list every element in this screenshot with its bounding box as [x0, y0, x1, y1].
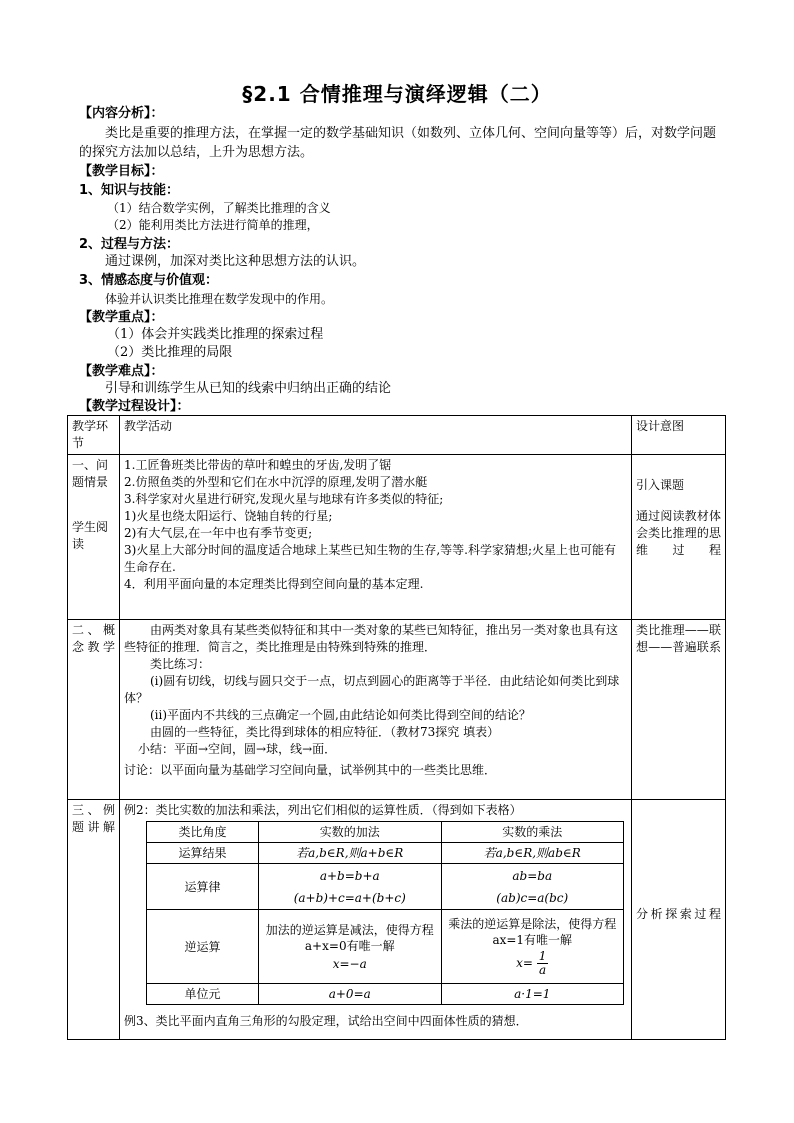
row1-stage-2: 学生阅读 — [72, 520, 109, 551]
row1-line-7: 4．利用平面向量的本定理类比得到空间向量的基本定理. — [124, 577, 424, 591]
row2-stage: 二、概念教学 — [72, 623, 115, 654]
row3-stage: 三、例题讲解 — [72, 803, 115, 834]
table-row — [68, 800, 726, 1040]
row1-intent-cell — [632, 455, 726, 620]
law-addition-1: a+b=b+a — [319, 868, 380, 883]
law-multiplication-2: (ab)c=a(bc) — [496, 890, 569, 905]
fraction-numerator: 1 — [538, 949, 547, 963]
row2-activity-cell — [120, 620, 632, 800]
header-intent: 设计意图 — [632, 416, 726, 455]
inverse-addition-cell — [259, 910, 442, 984]
attitude-text: 体验并认识类比推理在数学发现中的作用。 — [105, 292, 334, 306]
fraction-denominator: a — [538, 963, 547, 977]
law-addition-2: (a+b)+c=a+(b+c) — [293, 890, 406, 905]
row1-line-5: 2)有大气层,在一年中也有季节变更; — [124, 526, 313, 540]
row1-stage: 一、问题情景 — [72, 458, 109, 489]
key-points-heading: 【教学重点】： — [79, 310, 164, 325]
analogy-table — [146, 821, 624, 1005]
table-header-row — [68, 416, 726, 455]
analogy-header-addition: 实数的加法 — [259, 822, 442, 843]
unit-addition: a+0=a — [259, 984, 442, 1005]
row3-example-3: 例3、类比平面内直角三角形的勾股定理，试给出空间中四面体性质的猜想． — [124, 1014, 528, 1028]
row3-intent-cell — [632, 800, 726, 1040]
result-label: 运算结果 — [147, 843, 259, 864]
page-title: §2.1 合情推理与演绎逻辑（二） — [242, 82, 552, 106]
row2-intent-cell — [632, 620, 726, 800]
process-method-text: 通过课例，加深对类比这种思想方法的认识。 — [105, 254, 366, 269]
row1-stage-cell — [68, 455, 120, 620]
table-row — [147, 984, 624, 1005]
goals-heading: 【教学目标】： — [79, 164, 164, 179]
row3-stage-cell — [68, 800, 120, 1040]
law-multiplication-cell — [441, 864, 624, 910]
inverse-addition-text: 加法的逆运算是减法，使得方程a+x=0有唯一解 — [265, 922, 434, 953]
header-activity: 教学活动 — [120, 416, 632, 455]
row1-intent-2: 通过阅读教材体会类比推理的思维过程 — [636, 509, 721, 557]
law-multiplication-1: ab=ba — [512, 868, 553, 883]
row2-definition: 由两类对象具有某些类似特征和其中一类对象的某些已知特征，推出另一类对象也具有这些特征的推理．简言之，类比推理是由特殊到特殊的推理． — [124, 623, 619, 654]
row1-line-2: 2.仿照鱼类的外型和它们在水中沉浮的原理,发明了潜水艇 — [124, 475, 428, 489]
row1-intent-1: 引入课题 — [636, 478, 685, 492]
row2-exercise-1: (i)圆有切线，切线与圆只交于一点，切点到圆心的距离等于半径．由此结论如何类比到球体？ — [124, 674, 620, 705]
row2-exercise-3: 由圆的一些特征，类比得到球体的相应特征．（教材73探究 填表） — [150, 725, 500, 739]
knowledge-item-1: （1）结合数学实例，了解类比推理的含义 — [107, 201, 331, 215]
row3-activity-cell — [120, 800, 632, 1040]
row1-line-1: 1.工匠鲁班类比带齿的草叶和蝗虫的牙齿,发明了锯 — [124, 458, 392, 472]
key-point-2: （2）类比推理的局限 — [107, 345, 233, 360]
content-analysis-heading: 【内容分析】： — [79, 106, 164, 121]
process-method-heading: 2、过程与方法： — [79, 237, 180, 252]
row1-line-4: 1)火星也绕太阳运行、饶轴自转的行星; — [124, 509, 333, 523]
row2-summary: 小结：平面→空间，圆→球，线→面． — [138, 742, 337, 756]
process-design-heading: 【教学过程设计】： — [79, 399, 190, 414]
inverse-label: 逆运算 — [147, 910, 259, 984]
result-multiplication: 若a,b∈R,则ab∈R — [441, 843, 624, 864]
table-row — [68, 620, 726, 800]
table-row — [68, 455, 726, 620]
difficulties-heading: 【教学难点】： — [79, 364, 164, 379]
attitude-heading: 3、情感态度与价值观： — [79, 273, 219, 288]
law-addition-cell — [259, 864, 442, 910]
table-row — [147, 864, 624, 910]
inverse-multiplication-solution — [446, 950, 620, 977]
inverse-multiplication-cell — [441, 910, 624, 984]
row1-line-6: 3)火星上大部分时间的温度适合地球上某些已知生物的生存,等等.科学家猜想;火星上也可能有生命存在. — [124, 543, 616, 574]
analogy-header-row — [147, 822, 624, 843]
result-addition: 若a,b∈R,则a+b∈R — [259, 843, 442, 864]
knowledge-item-2: （2）能利用类比方法进行简单的推理， — [107, 218, 319, 232]
row2-exercise-heading: 类比练习： — [150, 657, 211, 671]
inverse-multiplication-lhs: x= — [516, 956, 533, 970]
row1-activity-cell — [120, 455, 632, 620]
row2-intent: 类比推理——联想——普遍联系 — [636, 623, 721, 654]
lesson-table — [67, 415, 726, 1040]
unit-multiplication: a·1=1 — [441, 984, 624, 1005]
inverse-multiplication-text: 乘法的逆运算是除法，使得方程ax=1有唯一解 — [448, 917, 617, 947]
row3-example-2: 例2：类比实数的加法和乘法，列出它们相似的运算性质．（得到如下表格） — [124, 803, 522, 817]
key-point-1: （1）体会并实践类比推理的探索过程 — [107, 327, 324, 342]
content-analysis-text: 类比是重要的推理方法，在掌握一定的数学基础知识（如数列、立体几何、空间向量等等）后，对数学问题的探究方法加以总结，上升为思想方法。 — [79, 126, 717, 160]
header-stage: 教学环节 — [68, 416, 120, 455]
analogy-header-aspect: 类比角度 — [147, 822, 259, 843]
fraction-one-over-a — [537, 950, 549, 977]
table-row — [147, 843, 624, 864]
unit-label: 单位元 — [147, 984, 259, 1005]
row2-exercise-2: (ii)平面内不共线的三点确定一个圆,由此结论如何类比得到空间的结论？ — [150, 708, 531, 722]
knowledge-heading: 1、知识与技能： — [79, 183, 180, 198]
law-label: 运算律 — [147, 864, 259, 910]
difficulties-text: 引导和训练学生从已知的线索中归纳出正确的结论 — [105, 381, 392, 396]
row2-stage-cell — [68, 620, 120, 800]
row3-intent: 分析探索过程 — [636, 907, 721, 921]
row1-line-3: 3.科学家对火星进行研究,发现火星与地球有许多类似的特征; — [124, 492, 444, 506]
inverse-addition-solution: x=−a — [332, 956, 367, 971]
row2-discussion: 讨论：以平面向量为基础学习空间向量，试举例其中的一些类比思维． — [124, 763, 497, 777]
table-row — [147, 910, 624, 984]
analogy-header-multiplication: 实数的乘法 — [441, 822, 624, 843]
